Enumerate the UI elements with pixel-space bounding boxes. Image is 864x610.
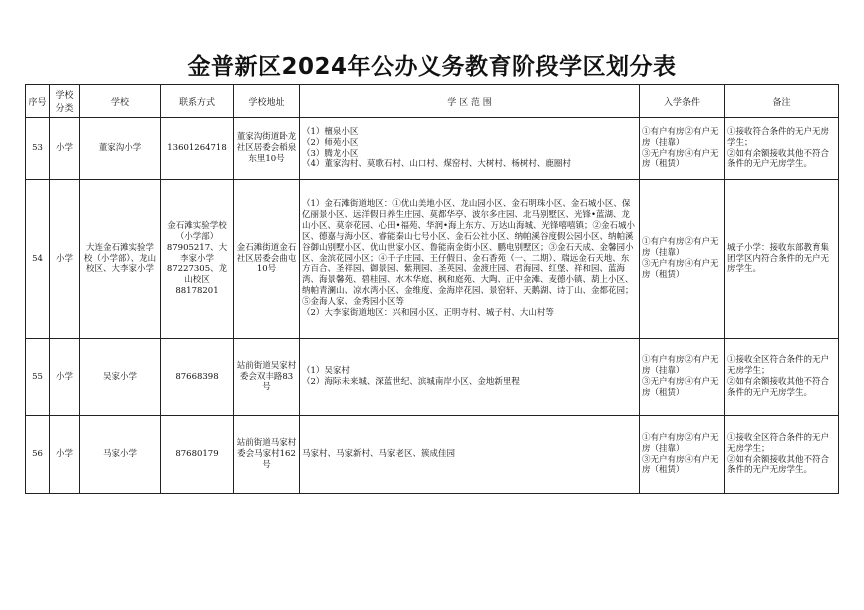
cell-seq: 55 bbox=[26, 339, 50, 416]
cell-contact: 金石滩实验学校（小学部）87905217、大李家小学87227305、龙山校区88178201 bbox=[161, 180, 234, 339]
cell-address: 站前街道吴家村委会双丰路83号 bbox=[234, 339, 300, 416]
cell-category: 小学 bbox=[50, 339, 80, 416]
cell-conditions bbox=[640, 180, 725, 339]
cell-contact: 13601264718 bbox=[161, 118, 234, 180]
note-line: ①接收符合条件的无户无房学生； bbox=[727, 126, 830, 148]
cell-scope bbox=[300, 416, 640, 494]
cell-notes bbox=[725, 339, 839, 416]
header-scope: 学 区 范 围 bbox=[300, 85, 640, 118]
school-district-table bbox=[25, 84, 839, 494]
header-conditions: 入学条件 bbox=[640, 85, 725, 118]
cell-scope bbox=[300, 118, 640, 180]
scope-line: （2）师苑小区 bbox=[302, 137, 359, 148]
scope-line: （1）檀泉小区 bbox=[302, 126, 359, 137]
scope-line: （1）吴家村 bbox=[302, 366, 350, 377]
table-row bbox=[26, 180, 839, 339]
condition-line: ③无户有房④有户无房（租赁） bbox=[642, 377, 719, 398]
condition-line: ①有户有房②有户无房（挂靠） bbox=[642, 126, 719, 148]
cell-address: 金石滩街道金石社区居委会曲屯10号 bbox=[234, 180, 300, 339]
cell-school: 大连金石滩实验学校（小学部）、龙山校区、大李家小学 bbox=[80, 180, 161, 339]
header-address: 学校地址 bbox=[234, 85, 300, 118]
condition-line: ①有户有房②有户无房（挂靠） bbox=[642, 432, 719, 454]
cell-conditions bbox=[640, 118, 725, 180]
page-title: 金普新区2024年公办义务教育阶段学区划分表 bbox=[187, 54, 677, 80]
cell-address: 站前街道马家村委会马家村162号 bbox=[234, 416, 300, 494]
cell-conditions bbox=[640, 339, 725, 416]
cell-category: 小学 bbox=[50, 118, 80, 180]
cell-scope bbox=[300, 339, 640, 416]
table-header-row bbox=[26, 85, 839, 118]
note-line: ①接收全区符合条件的无户无房学生； bbox=[727, 432, 830, 454]
cell-seq: 53 bbox=[26, 118, 50, 180]
cell-contact: 87680179 bbox=[161, 416, 234, 494]
table-row bbox=[26, 339, 839, 416]
header-notes: 备注 bbox=[725, 85, 839, 118]
header-contact: 联系方式 bbox=[161, 85, 234, 118]
cell-school: 马家小学 bbox=[80, 416, 161, 494]
header-school: 学校 bbox=[80, 85, 161, 118]
scope-line: （2）海际未来城、深蓝世纪、滨城南岸小区、金地新里程 bbox=[302, 377, 520, 387]
cell-notes bbox=[725, 180, 839, 339]
cell-contact: 87668398 bbox=[161, 339, 234, 416]
condition-line: ③无户有房④有户无房（租赁） bbox=[642, 454, 719, 476]
condition-line: ①有户有房②有户无房（挂靠） bbox=[642, 355, 719, 377]
cell-school: 吴家小学 bbox=[80, 339, 161, 416]
table-row bbox=[26, 416, 839, 494]
header-seq: 序号 bbox=[26, 85, 50, 118]
cell-category: 小学 bbox=[50, 180, 80, 339]
note-line: ②如有余额接收其他不符合条件的无户无房学生。 bbox=[727, 148, 830, 170]
cell-notes bbox=[725, 416, 839, 494]
condition-line: ③无户有房④有户无房（租赁） bbox=[642, 259, 719, 280]
cell-conditions bbox=[640, 416, 725, 494]
scope-line: 马家村、马家新村、马家老区、簇成佳园 bbox=[302, 449, 456, 460]
scope-line: （4）董家沟村、莫歌石村、山口村、煤窑村、大树村、杨树村、鹿圈村 bbox=[302, 159, 571, 170]
condition-line: ①有户有房②有户无房（挂靠） bbox=[642, 237, 719, 259]
header-category: 学校分类 bbox=[50, 85, 80, 118]
scope-line: （1）金石滩街道地区：①优山美地小区、龙山园小区、金石明珠小区、金石城小区、保亿丽景小区、远洋假日养生庄园、莫都华亭、波尔多庄园、北马别墅区、光锋•蓝湖、龙山小区、莫奈花园、心田•福苑、华润•海上东方、万达山海城、光锋嘻嘻镇；②金石城小区、德嘉与海小区、睿能秦山七号小区、金石公社小区、纳帕溪谷度假公园小区、纳帕溪谷御山别墅小区、优山世家小区、鲁能南金街小区、鹏电别墅区；③金石天成、金馨园小区、金滨花园小区；④千子庄园、王仔假日、金石香苑（一、二期）、瑞远金石天地、东方百合、圣祥园、御景园、紫荆园、圣英园、金渡庄园、君海园、红堡、祥和园、蓝海湾、海景馨苑、碧桂园、水木华庭、枫和庭苑、大陶、正中金滩、麦德小镇、葫上小区、纳帕青澜山、凉水湾小区、金维度、金海岸花园、景窑轩、天鹅湖、诗丁山、金都花园；⑤金海人家、金秀园小区等 bbox=[302, 199, 636, 308]
note-line: ①接收全区符合条件的无户无房学生； bbox=[727, 355, 830, 377]
note-line: 城子小学：接收东部教育集团学区内符合条件的无户无房学生。 bbox=[727, 242, 830, 275]
table-row bbox=[26, 118, 839, 180]
cell-category: 小学 bbox=[50, 416, 80, 494]
note-line: ②如有余额接收其他不符合条件的无户无房学生。 bbox=[727, 454, 830, 476]
scope-line: （3）腾龙小区 bbox=[302, 148, 359, 159]
cell-scope bbox=[300, 180, 640, 339]
condition-line: ③无户有房④有户无房（租赁） bbox=[642, 148, 719, 170]
cell-address: 董家沟街道卧龙社区居委会稻泉东里10号 bbox=[234, 118, 300, 180]
cell-seq: 56 bbox=[26, 416, 50, 494]
note-line: ②如有余额接收其他不符合条件的无户无房学生。 bbox=[727, 377, 830, 398]
cell-notes bbox=[725, 118, 839, 180]
cell-school: 董家沟小学 bbox=[80, 118, 161, 180]
scope-line: （2）大李家街道地区：兴和园小区、正明寺村、城子村、大山村等 bbox=[302, 307, 554, 318]
cell-seq: 54 bbox=[26, 180, 50, 339]
